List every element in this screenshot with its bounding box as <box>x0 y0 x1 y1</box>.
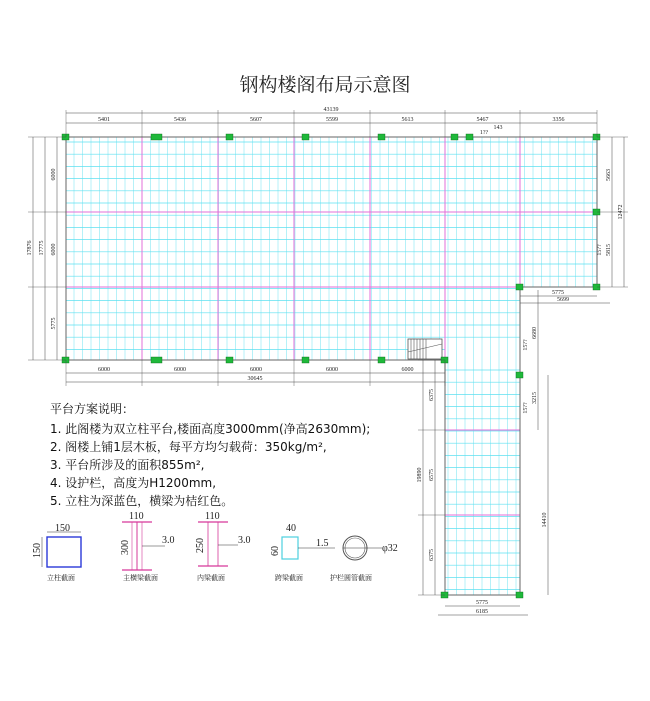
dim-lower-a: 6680 <box>532 327 538 339</box>
column-marker <box>451 134 458 140</box>
dim-left-segment: 6000 <box>51 168 57 181</box>
drawing-title: 钢构楼阁布局示意图 <box>239 74 411 96</box>
dim-bottom-overall: 30645 <box>247 376 263 382</box>
section-main-beam-w: 110 <box>129 511 144 522</box>
note-item: 1. 此阁楼为双立柱平台,楼面高度3000mm(净高2630mm); <box>50 422 371 436</box>
platform-outline <box>66 137 597 595</box>
column-marker <box>302 134 309 140</box>
dim-lower-bottom-a: 5775 <box>476 600 488 606</box>
dim-top-segment: 5436 <box>174 117 186 123</box>
column-marker <box>302 357 309 363</box>
note-item: 4. 设护栏，高度为H1200mm, <box>50 476 217 490</box>
section-column-caption: 立柱截面 <box>47 574 75 582</box>
section-main-beam-t: 3.0 <box>162 535 175 546</box>
section-inner-beam-h: 250 <box>195 538 206 553</box>
column-marker <box>516 284 523 290</box>
dim-right-a: 5663 <box>606 169 612 181</box>
section-column-h: 150 <box>32 543 43 558</box>
column-marker <box>151 357 162 363</box>
dim-bottom-segment: 6000 <box>98 367 110 373</box>
dim-bottom-segment: 6000 <box>326 367 338 373</box>
notes-heading: 平台方案说明： <box>50 402 135 416</box>
section-main-beam-h: 300 <box>120 540 131 555</box>
section-span-beam-h: 60 <box>270 546 281 556</box>
section-inner-beam-t: 3.0 <box>238 535 251 546</box>
note-item: 3. 平台所涉及的面积855m², <box>50 458 205 472</box>
beam-grid <box>66 137 597 595</box>
dim-step-b: 5699 <box>557 297 569 303</box>
section-span-beam <box>270 523 335 582</box>
note-item: 5. 立柱为深蓝色，横梁为桔红色。 <box>50 494 234 508</box>
platform-notes <box>50 400 370 510</box>
dim-top-segment: 3356 <box>552 117 565 123</box>
joist-grid <box>66 137 597 595</box>
dim-right-b: 12472 <box>618 204 624 220</box>
section-span-beam-w: 40 <box>286 523 296 534</box>
dim-lower-bottom-b: 6185 <box>476 609 488 615</box>
dim-top-segment: 5613 <box>401 117 414 123</box>
dim-lower-overall: 19890 <box>417 467 423 483</box>
platform-border <box>66 137 597 595</box>
note-item: 2. 阁楼上铺1层木板，每平方均匀载荷：350kg/m², <box>50 440 327 454</box>
section-column <box>32 523 81 582</box>
column-marker <box>378 134 385 140</box>
dim-top-small: 143 <box>493 125 503 131</box>
dim-top-segment: 5401 <box>98 117 110 123</box>
dim-lower-left-c: 6375 <box>429 549 435 561</box>
section-railing-tube-caption: 护栏圆管截面 <box>330 574 372 582</box>
dim-bottom-segment: 6000 <box>401 367 414 373</box>
section-column-w: 150 <box>55 523 70 534</box>
section-inner-beam-caption: 内梁截面 <box>197 574 225 582</box>
dim-right-c-small: 15?? <box>597 244 603 256</box>
dim-left-segment: 6000 <box>51 243 57 256</box>
column-marker <box>226 357 233 363</box>
dim-lower-c: 14410 <box>542 512 548 528</box>
dim-step-a: 5775 <box>552 290 564 296</box>
section-span-beam-t: 1.5 <box>316 538 329 549</box>
column-marker <box>378 357 385 363</box>
section-main-beam-caption: 主横梁截面 <box>123 574 158 582</box>
dim-left-overall: 17876 <box>27 240 33 256</box>
section-main-beam <box>120 511 175 582</box>
dim-bottom-segment: 6000 <box>250 367 262 373</box>
dim-top-segment: 5607 <box>250 117 262 123</box>
section-inner-beam <box>195 511 251 582</box>
column-marker <box>226 134 233 140</box>
column-marker <box>516 592 523 598</box>
dim-lower-left-a: 6375 <box>429 389 435 401</box>
column-marker <box>151 134 162 140</box>
column-marker <box>516 372 523 378</box>
dim-right-c: 5815 <box>606 244 612 256</box>
dim-left-segment: 5775 <box>51 317 57 330</box>
section-railing-tube-t: φ32 <box>382 543 398 554</box>
section-railing-tube <box>330 536 398 582</box>
dim-lower-b-small: 15?? <box>523 402 529 414</box>
dim-top-segment: 5467 <box>476 117 489 123</box>
column-marker <box>466 134 473 140</box>
section-inner-beam-w: 110 <box>205 511 220 522</box>
dim-bottom-segment: 6000 <box>174 367 186 373</box>
dim-top-segment: 5599 <box>326 117 338 123</box>
dim-left-inner: 17775 <box>39 240 45 256</box>
dim-top-overall: 43139 <box>323 107 339 113</box>
staircase <box>408 339 442 359</box>
dim-top-small: 1?? <box>479 130 489 136</box>
dim-lower-a-small: 15?? <box>523 339 529 351</box>
dim-lower-left-b: 6575 <box>429 469 435 481</box>
section-span-beam-caption: 跨梁截面 <box>275 574 303 582</box>
dim-lower-b: 3215 <box>532 392 538 404</box>
